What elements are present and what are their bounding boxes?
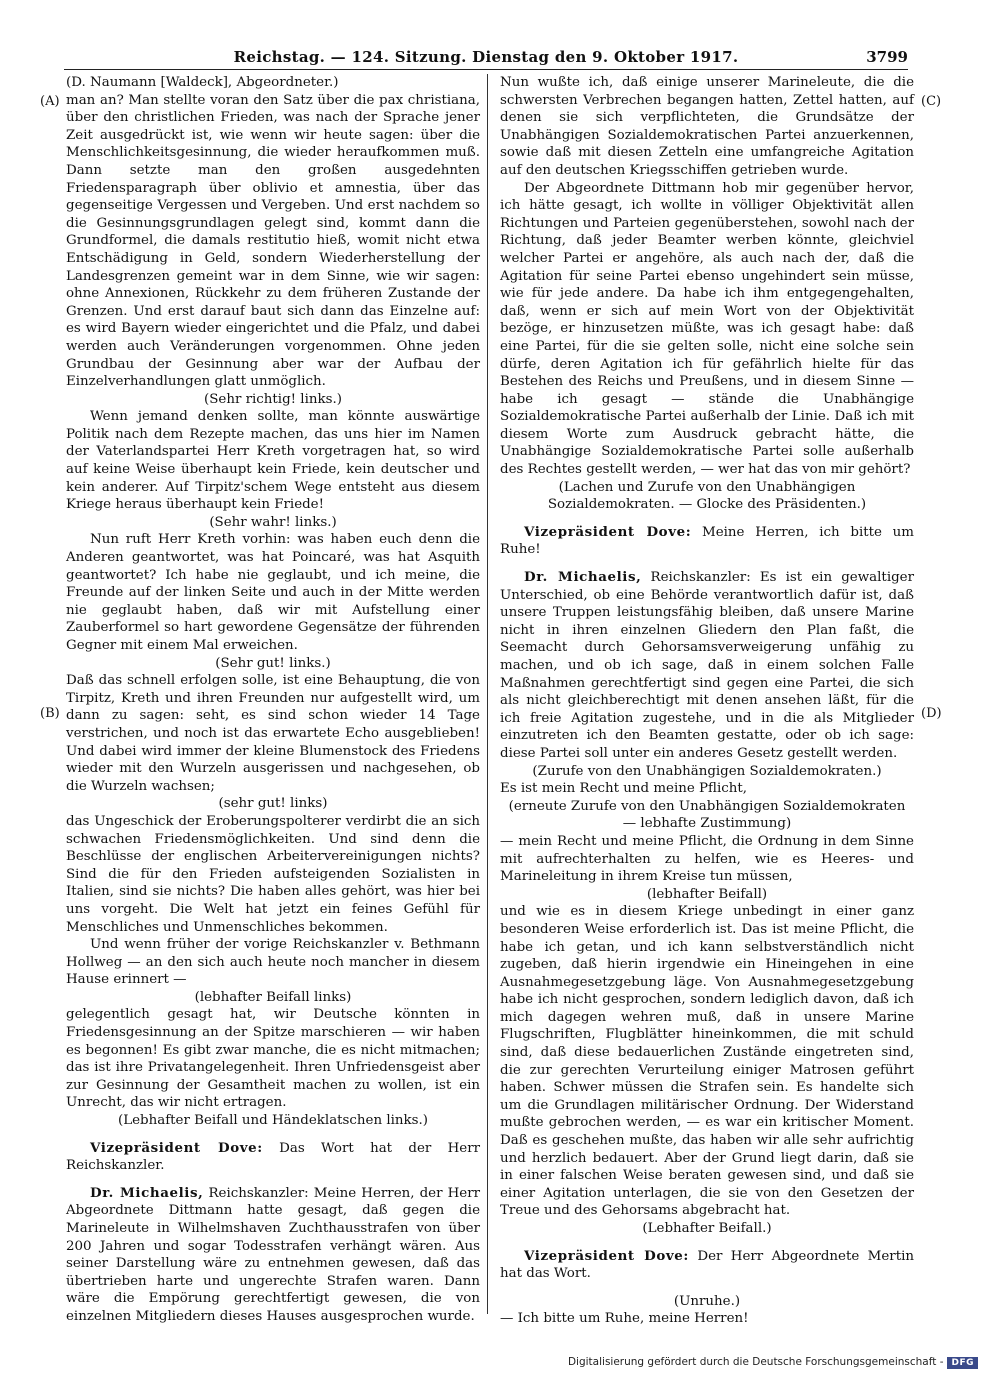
speaker-name: Dr. Michaelis, xyxy=(90,1184,204,1201)
reaction: (Lachen und Zurufe von den Unabhängigen Sozialdemokraten. — Glocke des Präsidenten.) xyxy=(547,479,867,513)
margin-label-b: (B) xyxy=(40,706,60,721)
paragraph: man an? Man stellte voran den Satz über die pax christiana, über den christlichen Frieden, was nach der Sprache jener Zeit ausgedrückt ist, wie wenn wir heute sagen: über die Menschlichkeitsgesinnung, die wieder heraufkommen muß. Dann setzte man den großen ausgedehnten Friedensparagraph über oblivio et amnestia, über das gegenseitige Vergessen und Vergeben. Und erst nachdem so die Gesinnungsgrundlagen gelegt sind, kommt dann die Grundformel, die damals restitutio hieß, womit nicht etwa Entschädigung in Geld, sondern Wiederherstellung der Landesgrenzen gemeint war in dem Sinne, wie wir sagen: ohne Annexionen, Rückkehr zu dem früheren Zustande der Grenzen. Und erst darauf baut sich dann das Einzelne auf: es wird Bayern wieder eingerichtet und die Pfalz, und dabei werden auch Veränderungen vorgenommen. Ohne jeden Grundbau der Gesinnung aber war der Aufbau der Einzelverhandlungen glatt unmöglich. xyxy=(66,92,480,390)
reaction: (Sehr wahr! links.) xyxy=(209,514,337,530)
chancellor-statement xyxy=(500,569,914,763)
statement-text: Das Wort hat der Herr Reichskanzler. xyxy=(66,1140,480,1174)
reaction: (Zurufe von den Unabhängigen Sozialdemokraten.) xyxy=(532,763,882,779)
paragraph: — Ich bitte um Ruhe, meine Herren! xyxy=(500,1311,749,1327)
paragraph: das Ungeschick der Eroberungspolterer verdirbt die an sich schwachen Friedensmöglichkeiten. Und sind denn die Beschlüsse der englischen Arbeitervereinigungen nichts? Sind die für den Frieden aufsteigenden Sozialisten in Italien, sind sie nichts? Die haben alles gehört, was hier bei uns vorgeht. Die Welt hat jetzt ein feines Gefühl für Menschliches und Unmenschliches bekommen. xyxy=(66,813,480,935)
vice-president-statement xyxy=(66,1140,480,1175)
chancellor-statement xyxy=(66,1185,480,1326)
speaker-name: Vizepräsident Dove: xyxy=(524,523,692,540)
speaker-name: Dr. Michaelis, xyxy=(524,569,642,586)
paragraph: und wie es in diesem Kriege unbedingt in einer ganz besonderen Weise erforderlich ist. Das ist meine Pflicht, die habe ich getan, und ich kann selbstverständlich nicht zugeben, daß hierin irgendwie ein Hineingehen in eine Ausnahmegesetzgebung läge. Von Ausnahmegesetzgebung habe ich nicht gesprochen, sondern lediglich davon, daß ich mich dagegen wehren muß, daß in unsere Marine Flugschriften, Flugblätter hineinkommen, die mit schuld sind, daß diese bedauerlichen Zustände eingetreten sind, die zur gerechten Verurteilung einiger Matrosen geführt haben. Schwer müssen die Strafen sein. Es handelte sich um die Grundlagen militärischer Ordnung. Der Widerstand mußte gebrochen werden, — es war ein kritischer Moment. Daß es geschehen mußte, das haben wir alle sehr aufrichtig und herzlich bedauert. Aber der Grund liegt darin, daß sie in einer falschen Weise beraten gewesen sind, und daß sie einer Agitation unterlagen, die sie von den Gesetzen der Treue und des Gehorsams abgebracht hat. xyxy=(500,904,914,1219)
paragraph: Nun ruft Herr Kreth vorhin: was haben euch denn die Anderen geantwortet, was hat Poincaré, was hat Asquith geantwortet? Ich habe nie geglaubt, und ich meine, die Freunde auf der linken Seite und auch in der Mitte werden nie geglaubt haben, daß wir mit Aufstellung einer Zauberformel so hart gewordene Gegensätze der führenden Gegner mit einem Mal erweichen. xyxy=(66,532,480,653)
speaker-name: Vizepräsident Dove: xyxy=(524,1247,689,1264)
digitization-credit xyxy=(568,1356,978,1369)
vice-president-statement xyxy=(500,524,914,559)
paragraph: Es ist mein Recht und meine Pflicht, xyxy=(500,781,748,797)
vice-president-statement xyxy=(500,1248,914,1283)
paragraph: Nun wußte ich, daß einige unserer Marineleute, die die schwersten Verbrechen begangen hatten, Zettel hatten, auf denen sie sich verpflichteten, die Grundsätze der Unabhängigen Sozialdemokratischen Partei anzuerkennen, sowie daß mit diesen Zetteln eine umfangreiche Agitation auf den deutschen Kriegsschiffen getrieben wurde. xyxy=(500,75,914,178)
margin-label-a: (A) xyxy=(40,94,60,109)
paragraph: Daß das schnell erfolgen solle, ist eine Behauptung, die von Tirpitz, Kreth und ihren Freunden nur aufgestellt wird, um dann zu sagen: seht, es sind schon wieder 14 Tage verstrichen, und noch ist das erwartete Echo ausgeblieben! Und dabei wird immer der kleine Blumenstock des Friedens wieder mit den Wurzeln ausgerissen und nachgesehen, ob die Wurzeln wachsen; xyxy=(66,673,480,794)
margin-label-c: (C) xyxy=(921,94,942,109)
page-header xyxy=(64,48,908,70)
right-column xyxy=(500,74,914,1328)
reaction: (Unruhe.) xyxy=(673,1293,741,1309)
reaction: (Lebhafter Beifall.) xyxy=(642,1221,772,1236)
reaction: (erneute Zurufe von den Unabhängigen Sozialdemokraten — lebhafte Zustimmung) xyxy=(508,798,906,832)
running-title: Reichstag. — 124. Sitzung. Dienstag den 9. Oktober 1917. xyxy=(233,48,739,66)
reaction: (lebhafter Beifall links) xyxy=(194,989,352,1005)
reaction: (Lebhafter Beifall und Händeklatschen links.) xyxy=(117,1113,429,1129)
speaker-attribution: (D. Naumann [Waldeck], Abgeordneter.) xyxy=(66,75,339,90)
dfg-logo: DFG xyxy=(947,1357,978,1369)
reaction: (lebhafter Beifall) xyxy=(646,886,768,902)
page-number: 3799 xyxy=(866,48,908,66)
speaker-name: Vizepräsident Dove: xyxy=(90,1139,263,1156)
statement-text: Meine Herren, ich bitte um Ruhe! xyxy=(500,524,914,558)
paragraph: Und wenn früher der vorige Reichskanzler v. Bethmann Hollweg — an den sich auch heute noch mancher in diesem Hause erinnert — xyxy=(66,937,480,988)
reaction: (sehr gut! links) xyxy=(218,796,328,812)
paragraph: Der Abgeordnete Dittmann hob mir gegenüber hervor, ich hätte gesagt, ich wollte in völliger Objektivität allen Richtungen und Parteien gegenüberstehen, sowohl nach der Richtung, daß jeder Beamter werben könnte, gleichviel welcher Partei er angehöre, als auch nach der, daß die Agitation für seine Partei ebenso ungehindert sein müsse, wie für jede andere. Da habe ich ihm entgegengehalten, daß, wenn er sich auf mein Wort von der Objektivität bezöge, er hinzusetzen müßte, was ich gesagt habe: daß eine Partei, für die sie gelten solle, nicht eine solche sein dürfe, deren Agitation ich für gefährlich hielte für das Bestehen des Reichs und Preußens, und in diesem Sinne — habe ich gesagt — stände die Unabhängige Sozialdemokratische Partei außerhalb der Linie. Daß ich mit diesem Worte zum Ausdruck gebracht hätte, die Unabhängige Sozialdemokratische Partei solle außerhalb des Rechtes gestellt werden, — wer hat das von mir gehört? xyxy=(500,180,914,478)
statement-text: Der Herr Abgeordnete Mertin hat das Wort. xyxy=(500,1248,914,1282)
paragraph: — mein Recht und meine Pflicht, die Ordnung in dem Sinne mit aufrechterhalten zu helfen, wie es Heeres- und Marineleitung in ihrem Kreise tun müssen, xyxy=(500,833,914,885)
reaction: (Sehr gut! links.) xyxy=(215,655,331,671)
paragraph: Wenn jemand denken sollte, man könnte auswärtige Politik nach dem Rezepte machen, das uns hier im Namen der Vaterlandspartei Herr Kreth vorgetragen hat, so wird auf keine Weise überhaupt kein Friede, kein deutscher und kein anderer. Auf Tirpitz'schem Wege entsteht aus diesem Kriege heraus überhaupt kein Friede! xyxy=(66,409,480,513)
statement-text: Reichskanzler: Es ist ein gewaltiger Unterschied, ob eine Behörde verantwortlich dafür ist, daß unsere Truppen leistungsfähig bleiben, daß unsere Marine nicht in ihren einzelnen Gliedern den Plan faßt, die Seemacht durch Gehorsamsverweigerung unfähig zu machen, und ob ich sage, daß in einem solchen Falle Maßnahmen gerechtfertigt sind gegen eine Partei, die sich als nicht gleichberechtigt mit denen ansehen läßt, für die ich freie Agitation zugestehe, und in die als Mitglieder einzutreten ich den Beamten gestatte, oder ob ich sage: diese Partei soll unter ein anderes Gesetz gestellt werden. xyxy=(500,570,914,761)
credit-text: Digitalisierung gefördert durch die Deutsche Forschungsgemeinschaft - xyxy=(567,1356,944,1368)
margin-label-d: (D) xyxy=(921,706,942,721)
left-column xyxy=(66,74,480,1326)
statement-text: Reichskanzler: Meine Herren, der Herr Abgeordnete Dittmann hatte gesagt, daß gegen die Marineleute in Wilhelmshaven Zuchthausstrafen von über 200 Jahren und sogar Todesstrafen verhängt wären. Aus seiner Darstellung wäre zu entnehmen gewesen, daß das übertrieben harte und ungerechte Strafen waren. Dann wäre die Empörung gerechtfertigt gewesen, die von einzelnen Mitgliedern dieses Hauses ausgesprochen wurde. xyxy=(66,1185,480,1324)
reaction: (Sehr richtig! links.) xyxy=(204,391,342,407)
column-divider xyxy=(487,74,488,1314)
paragraph: gelegentlich gesagt hat, wir Deutsche könnten in Friedensgesinnung an der Spitze marschieren — wir haben es begonnen! Es gibt zwar manche, die es nicht mitmachen; das ist ihre Privatangelegenheit. Ihren Unfriedensgeist aber zur Gesinnung der Gesamtheit machen zu wollen, ist ein Unrecht, das wir nicht ertragen. xyxy=(66,1007,480,1111)
